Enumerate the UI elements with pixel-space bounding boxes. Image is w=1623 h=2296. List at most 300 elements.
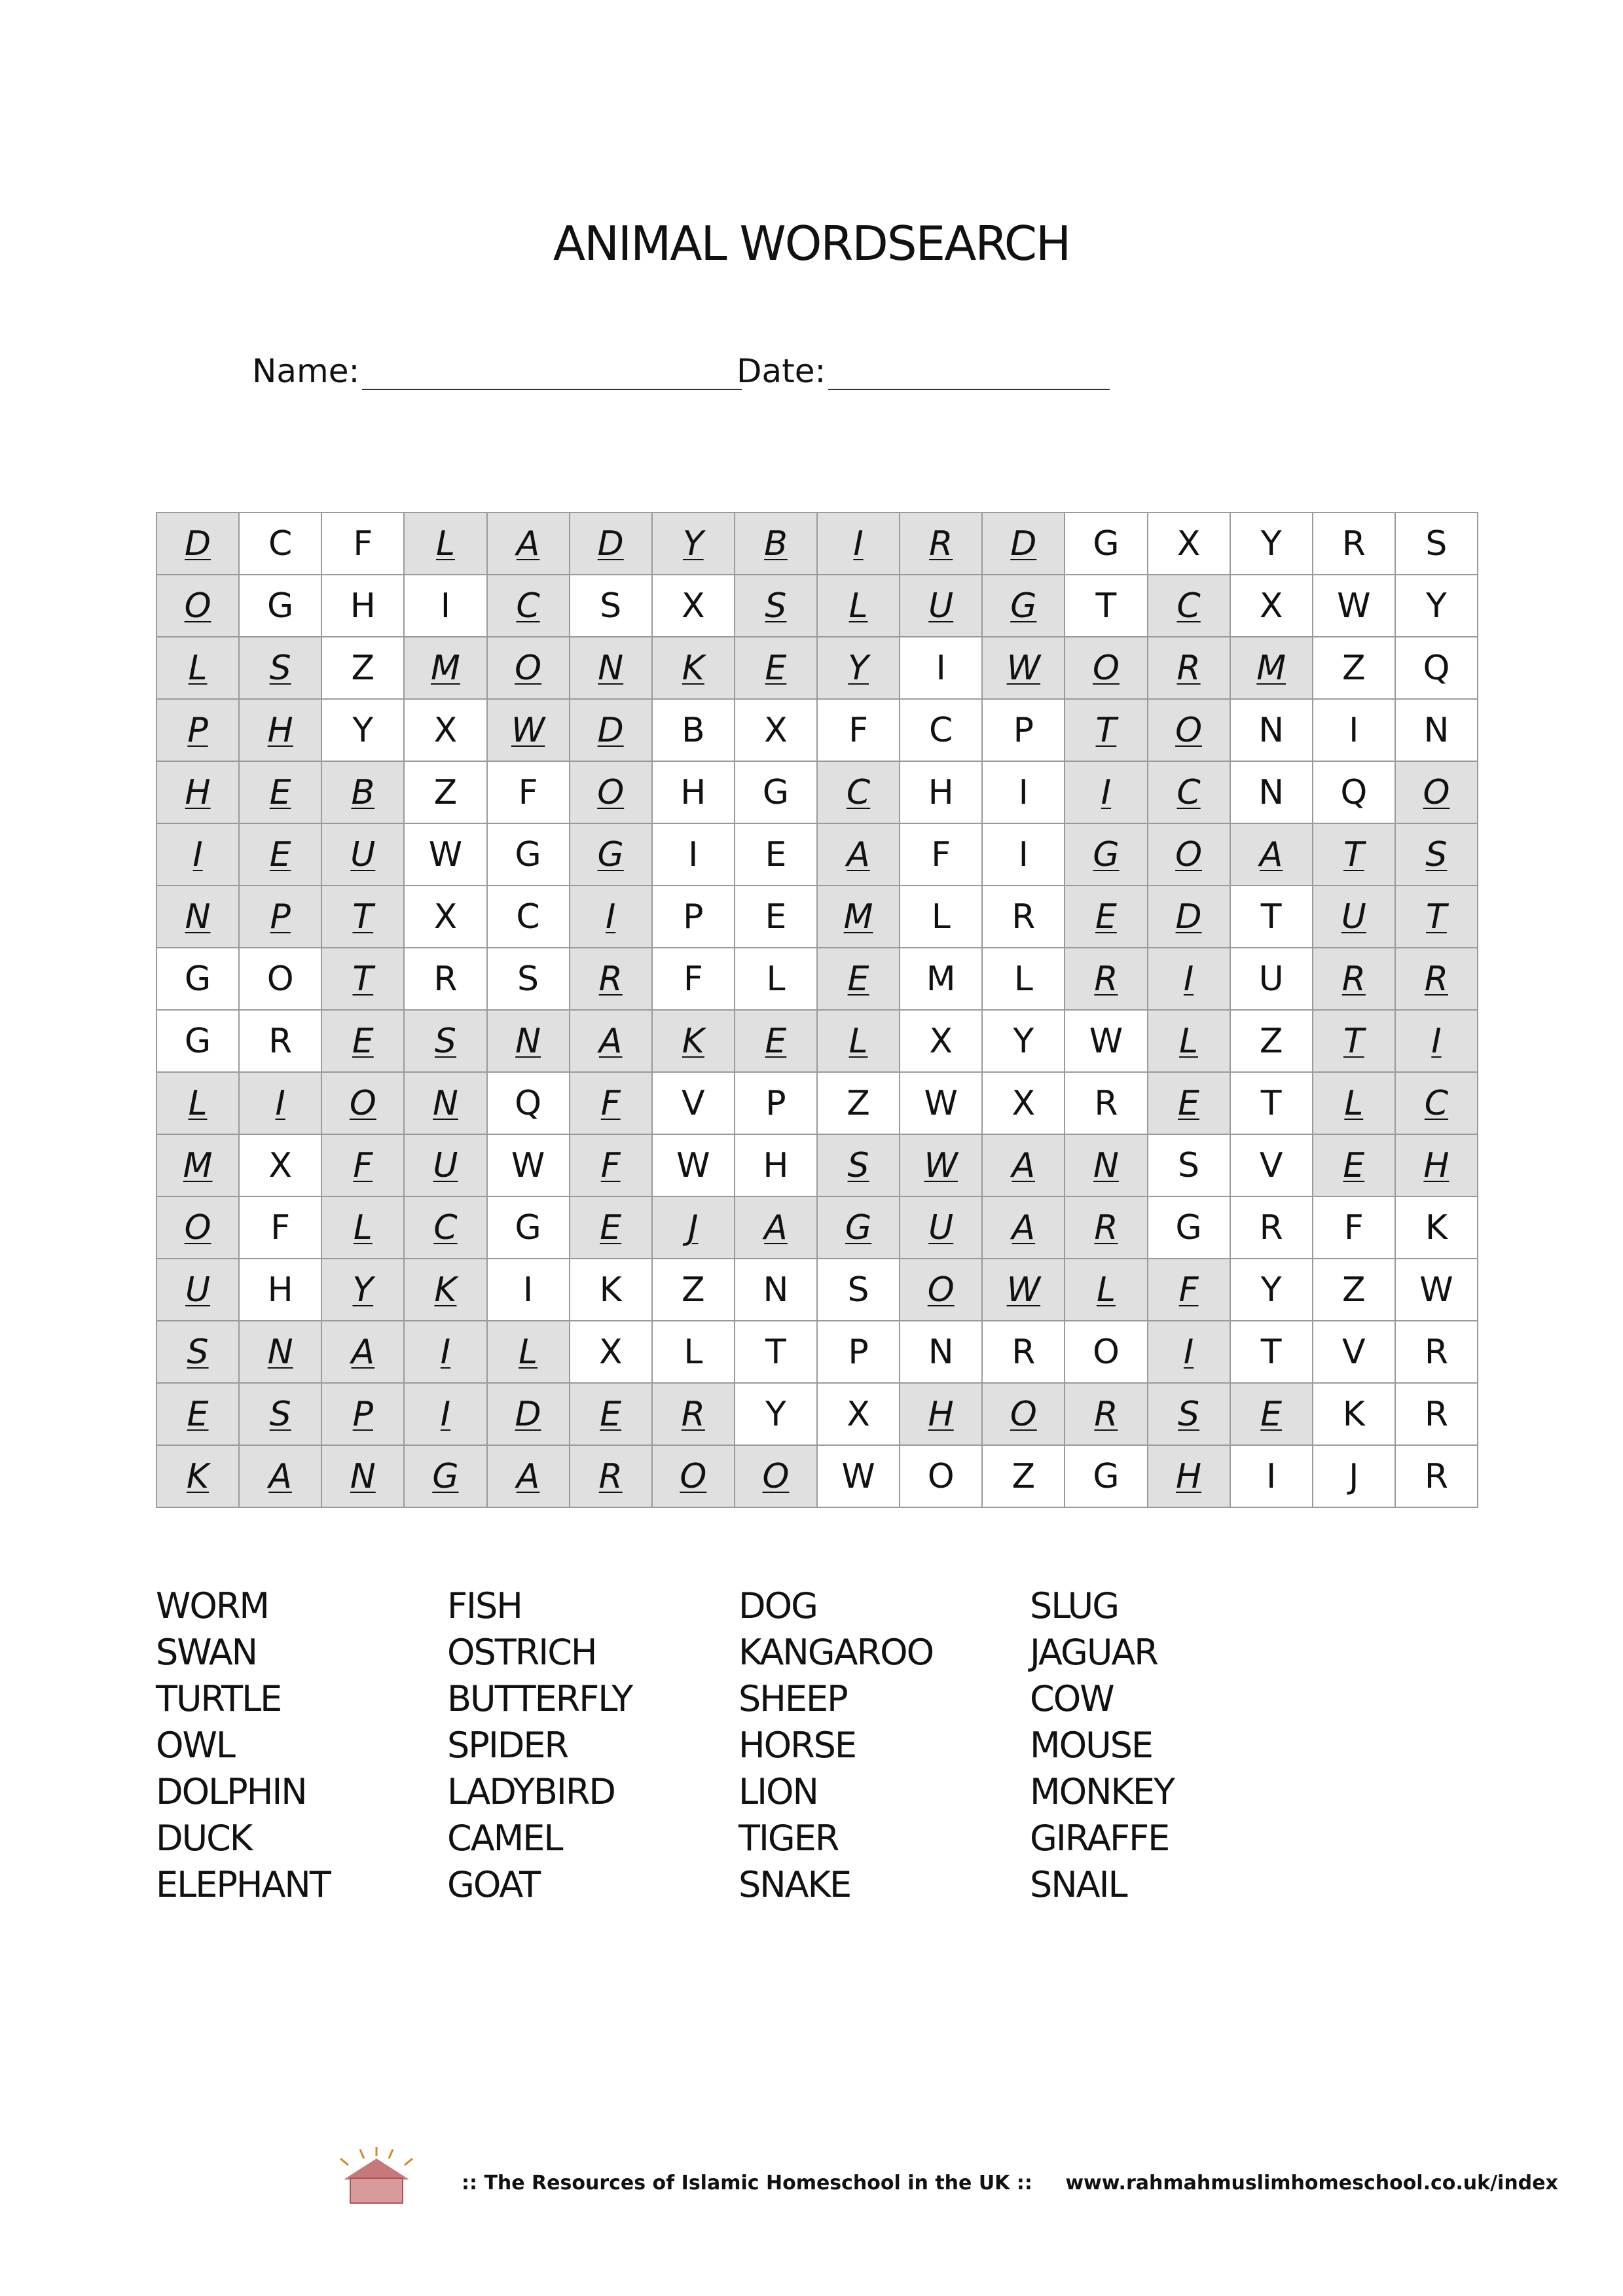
- grid-cell[interactable]: G: [1065, 823, 1147, 886]
- grid-cell[interactable]: Z: [404, 761, 486, 823]
- grid-cell[interactable]: I: [1395, 1010, 1478, 1072]
- grid-cell[interactable]: P: [817, 1321, 900, 1383]
- grid-cell[interactable]: H: [1148, 1445, 1230, 1507]
- grid-cell[interactable]: X: [570, 1321, 652, 1383]
- grid-cell[interactable]: W: [900, 1134, 982, 1196]
- grid-cell[interactable]: R: [1065, 1196, 1147, 1259]
- grid-row: [156, 761, 1478, 823]
- grid-cell[interactable]: T: [1313, 1010, 1395, 1072]
- grid-cell[interactable]: S: [817, 1259, 900, 1321]
- grid-cell[interactable]: S: [404, 1010, 486, 1072]
- grid-cell[interactable]: W: [900, 1072, 982, 1134]
- grid-cell[interactable]: R: [570, 948, 652, 1010]
- grid-cell[interactable]: K: [1395, 1196, 1478, 1259]
- grid-cell[interactable]: V: [1230, 1134, 1313, 1196]
- grid-cell[interactable]: L: [1065, 1259, 1147, 1321]
- grid-cell[interactable]: O: [156, 1196, 239, 1259]
- grid-cell[interactable]: I: [404, 1321, 486, 1383]
- grid-cell[interactable]: P: [735, 1072, 817, 1134]
- grid-cell[interactable]: Q: [1313, 761, 1395, 823]
- name-label: Name:: [252, 352, 360, 390]
- grid-cell[interactable]: E: [1230, 1383, 1313, 1445]
- grid-cell[interactable]: O: [487, 637, 570, 699]
- grid-cell[interactable]: L: [735, 948, 817, 1010]
- grid-cell[interactable]: W: [1065, 1010, 1147, 1072]
- grid-cell[interactable]: N: [239, 1321, 321, 1383]
- page-title: ANIMAL WORDSEARCH: [553, 216, 1070, 271]
- grid-cell[interactable]: R: [1230, 1196, 1313, 1259]
- grid-row: [156, 575, 1478, 637]
- grid-cell[interactable]: F: [570, 1072, 652, 1134]
- grid-row: [156, 1196, 1478, 1259]
- grid-cell[interactable]: T: [1230, 886, 1313, 948]
- grid-cell[interactable]: T: [1065, 699, 1147, 761]
- grid-cell[interactable]: W: [487, 1134, 570, 1196]
- grid-cell[interactable]: W: [982, 637, 1065, 699]
- grid-cell[interactable]: C: [817, 761, 900, 823]
- grid-cell[interactable]: U: [900, 1196, 982, 1259]
- grid-cell[interactable]: G: [735, 761, 817, 823]
- grid-cell[interactable]: A: [982, 1134, 1065, 1196]
- grid-cell[interactable]: X: [404, 699, 486, 761]
- grid-cell[interactable]: Y: [1395, 575, 1478, 637]
- grid-cell[interactable]: Z: [321, 637, 404, 699]
- date-field[interactable]: [737, 352, 1110, 390]
- grid-cell[interactable]: W: [1313, 575, 1395, 637]
- grid-cell[interactable]: K: [156, 1445, 239, 1507]
- grid-cell[interactable]: W: [404, 823, 486, 886]
- word-item: SWAN: [156, 1632, 257, 1673]
- grid-cell[interactable]: A: [1230, 823, 1313, 886]
- grid-cell[interactable]: N: [1065, 1134, 1147, 1196]
- grid-cell[interactable]: O: [900, 1445, 982, 1507]
- grid-cell[interactable]: F: [321, 512, 404, 575]
- grid-cell[interactable]: R: [900, 512, 982, 575]
- grid-cell[interactable]: P: [321, 1383, 404, 1445]
- grid-row: [156, 823, 1478, 886]
- grid-cell[interactable]: S: [239, 1383, 321, 1445]
- grid-cell[interactable]: A: [570, 1010, 652, 1072]
- grid-cell[interactable]: N: [487, 1010, 570, 1072]
- grid-cell[interactable]: S: [570, 575, 652, 637]
- grid-cell[interactable]: Z: [652, 1259, 735, 1321]
- grid-cell[interactable]: P: [652, 886, 735, 948]
- grid-cell[interactable]: N: [1230, 761, 1313, 823]
- grid-cell[interactable]: X: [652, 575, 735, 637]
- grid-cell[interactable]: Z: [817, 1072, 900, 1134]
- grid-cell[interactable]: N: [570, 637, 652, 699]
- grid-cell[interactable]: U: [404, 1134, 486, 1196]
- grid-cell[interactable]: N: [404, 1072, 486, 1134]
- grid-cell[interactable]: Y: [321, 699, 404, 761]
- grid-cell[interactable]: E: [239, 761, 321, 823]
- word-item: HORSE: [739, 1725, 856, 1766]
- wordsearch-grid: [156, 512, 1478, 1508]
- grid-cell[interactable]: R: [1395, 1383, 1478, 1445]
- grid-cell[interactable]: G: [239, 575, 321, 637]
- grid-cell[interactable]: C: [1148, 575, 1230, 637]
- grid-cell[interactable]: A: [239, 1445, 321, 1507]
- grid-cell[interactable]: G: [487, 1196, 570, 1259]
- grid-cell[interactable]: O: [1065, 1321, 1147, 1383]
- grid-cell[interactable]: E: [1065, 886, 1147, 948]
- grid-cell[interactable]: S: [1395, 512, 1478, 575]
- grid-cell[interactable]: J: [652, 1196, 735, 1259]
- grid-cell[interactable]: I: [900, 637, 982, 699]
- grid-cell[interactable]: C: [404, 1196, 486, 1259]
- grid-cell[interactable]: G: [487, 823, 570, 886]
- grid-cell[interactable]: R: [1313, 948, 1395, 1010]
- grid-cell[interactable]: L: [404, 512, 486, 575]
- grid-cell[interactable]: C: [1395, 1072, 1478, 1134]
- word-item: LION: [739, 1771, 818, 1812]
- grid-cell[interactable]: G: [404, 1445, 486, 1507]
- grid-cell[interactable]: F: [1148, 1259, 1230, 1321]
- footer-url[interactable]: www.rahmahmuslimhomeschool.co.uk/index: [1065, 2172, 1558, 2195]
- grid-cell[interactable]: Y: [1230, 512, 1313, 575]
- grid-cell[interactable]: H: [239, 699, 321, 761]
- grid-cell[interactable]: D: [982, 512, 1065, 575]
- grid-cell[interactable]: S: [735, 575, 817, 637]
- word-item: TURTLE: [156, 1678, 282, 1719]
- grid-cell[interactable]: G: [817, 1196, 900, 1259]
- grid-cell[interactable]: F: [900, 823, 982, 886]
- grid-cell[interactable]: Z: [1313, 637, 1395, 699]
- grid-cell[interactable]: X: [1148, 512, 1230, 575]
- grid-cell[interactable]: H: [900, 761, 982, 823]
- grid-cell[interactable]: G: [156, 1010, 239, 1072]
- grid-cell[interactable]: I: [817, 512, 900, 575]
- grid-cell[interactable]: T: [735, 1321, 817, 1383]
- grid-cell[interactable]: F: [487, 761, 570, 823]
- grid-cell[interactable]: H: [239, 1259, 321, 1321]
- grid-cell[interactable]: O: [570, 761, 652, 823]
- grid-cell[interactable]: Q: [1395, 637, 1478, 699]
- grid-cell[interactable]: N: [735, 1259, 817, 1321]
- grid-cell[interactable]: F: [570, 1134, 652, 1196]
- grid-cell[interactable]: G: [156, 948, 239, 1010]
- grid-cell[interactable]: F: [321, 1134, 404, 1196]
- grid-cell[interactable]: L: [156, 1072, 239, 1134]
- grid-cell[interactable]: P: [239, 886, 321, 948]
- grid-cell[interactable]: A: [982, 1196, 1065, 1259]
- grid-cell[interactable]: R: [1313, 512, 1395, 575]
- grid-cell[interactable]: R: [982, 1321, 1065, 1383]
- grid-cell[interactable]: V: [1313, 1321, 1395, 1383]
- grid-cell[interactable]: F: [817, 699, 900, 761]
- grid-cell[interactable]: E: [239, 823, 321, 886]
- grid-cell[interactable]: M: [156, 1134, 239, 1196]
- grid-cell[interactable]: G: [1065, 512, 1147, 575]
- grid-cell[interactable]: N: [156, 886, 239, 948]
- grid-cell[interactable]: R: [239, 1010, 321, 1072]
- word-item: SNAKE: [739, 1864, 851, 1905]
- grid-cell[interactable]: W: [652, 1134, 735, 1196]
- word-item: LADYBIRD: [447, 1771, 615, 1812]
- word-column: [447, 1583, 739, 1908]
- grid-cell[interactable]: N: [900, 1321, 982, 1383]
- grid-cell[interactable]: O: [982, 1383, 1065, 1445]
- grid-cell[interactable]: Y: [321, 1259, 404, 1321]
- grid-cell[interactable]: D: [487, 1383, 570, 1445]
- grid-cell[interactable]: K: [652, 637, 735, 699]
- name-field[interactable]: [252, 352, 742, 390]
- grid-cell[interactable]: R: [570, 1445, 652, 1507]
- grid-cell[interactable]: I: [570, 886, 652, 948]
- grid-cell[interactable]: K: [570, 1259, 652, 1321]
- grid-row: [156, 1134, 1478, 1196]
- grid-cell[interactable]: H: [900, 1383, 982, 1445]
- grid-cell[interactable]: O: [1065, 637, 1147, 699]
- grid-cell[interactable]: E: [817, 948, 900, 1010]
- grid-cell[interactable]: K: [652, 1010, 735, 1072]
- grid-cell[interactable]: A: [487, 512, 570, 575]
- grid-cell[interactable]: G: [570, 823, 652, 886]
- grid-cell[interactable]: W: [487, 699, 570, 761]
- grid-cell[interactable]: E: [570, 1196, 652, 1259]
- grid-cell[interactable]: F: [652, 948, 735, 1010]
- grid-cell[interactable]: Y: [652, 512, 735, 575]
- grid-cell[interactable]: A: [817, 823, 900, 886]
- grid-cell[interactable]: A: [487, 1445, 570, 1507]
- grid-cell[interactable]: T: [321, 948, 404, 1010]
- grid-cell[interactable]: R: [1065, 1383, 1147, 1445]
- grid-cell[interactable]: I: [156, 823, 239, 886]
- word-item: SLUG: [1030, 1585, 1119, 1626]
- grid-cell[interactable]: G: [1148, 1196, 1230, 1259]
- grid-cell[interactable]: I: [1065, 761, 1147, 823]
- word-item: SNAIL: [1030, 1864, 1127, 1905]
- grid-cell[interactable]: N: [1230, 699, 1313, 761]
- grid-cell[interactable]: I: [1230, 1445, 1313, 1507]
- grid-cell[interactable]: O: [900, 1259, 982, 1321]
- grid-cell[interactable]: W: [1395, 1259, 1478, 1321]
- grid-cell[interactable]: O: [156, 575, 239, 637]
- grid-cell[interactable]: L: [817, 575, 900, 637]
- grid-cell[interactable]: B: [735, 512, 817, 575]
- word-item: GOAT: [447, 1864, 540, 1905]
- grid-cell[interactable]: X: [982, 1072, 1065, 1134]
- grid-cell[interactable]: Y: [1230, 1259, 1313, 1321]
- grid-cell[interactable]: I: [982, 823, 1065, 886]
- grid-cell[interactable]: R: [982, 886, 1065, 948]
- grid-cell[interactable]: I: [404, 1383, 486, 1445]
- grid-cell[interactable]: U: [156, 1259, 239, 1321]
- word-item: FISH: [447, 1585, 522, 1626]
- grid-cell[interactable]: E: [735, 637, 817, 699]
- word-item: KANGAROO: [739, 1632, 934, 1673]
- grid-cell[interactable]: T: [1065, 575, 1147, 637]
- grid-cell[interactable]: R: [1148, 637, 1230, 699]
- grid-cell[interactable]: W: [817, 1445, 900, 1507]
- grid-cell[interactable]: M: [404, 637, 486, 699]
- grid-cell[interactable]: G: [982, 575, 1065, 637]
- grid-cell[interactable]: U: [900, 575, 982, 637]
- grid-cell[interactable]: S: [1148, 1134, 1230, 1196]
- grid-cell[interactable]: Y: [817, 637, 900, 699]
- grid-cell[interactable]: P: [982, 699, 1065, 761]
- grid-cell[interactable]: Z: [982, 1445, 1065, 1507]
- grid-cell[interactable]: L: [817, 1010, 900, 1072]
- grid-cell[interactable]: H: [735, 1134, 817, 1196]
- grid-cell[interactable]: L: [487, 1321, 570, 1383]
- grid-cell[interactable]: O: [321, 1072, 404, 1134]
- grid-cell[interactable]: I: [1313, 699, 1395, 761]
- grid-cell[interactable]: S: [1395, 823, 1478, 886]
- grid-cell[interactable]: W: [982, 1259, 1065, 1321]
- grid-cell[interactable]: C: [239, 512, 321, 575]
- grid-row: [156, 1321, 1478, 1383]
- grid-cell[interactable]: T: [1395, 886, 1478, 948]
- grid-cell[interactable]: B: [321, 761, 404, 823]
- grid-cell[interactable]: G: [1065, 1445, 1147, 1507]
- date-input-line[interactable]: [828, 361, 1110, 390]
- grid-cell[interactable]: X: [900, 1010, 982, 1072]
- grid-cell[interactable]: K: [404, 1259, 486, 1321]
- grid-cell[interactable]: X: [404, 886, 486, 948]
- word-item: COW: [1030, 1678, 1114, 1719]
- grid-cell[interactable]: O: [652, 1445, 735, 1507]
- grid-cell[interactable]: D: [570, 699, 652, 761]
- grid-cell[interactable]: Y: [735, 1383, 817, 1445]
- grid-cell[interactable]: R: [1395, 1445, 1478, 1507]
- grid-cell[interactable]: L: [1313, 1072, 1395, 1134]
- grid-cell[interactable]: R: [1065, 1072, 1147, 1134]
- grid-cell[interactable]: O: [735, 1445, 817, 1507]
- word-item: ELEPHANT: [156, 1864, 330, 1905]
- grid-cell[interactable]: I: [1148, 1321, 1230, 1383]
- grid-cell[interactable]: D: [570, 512, 652, 575]
- grid-cell[interactable]: K: [1313, 1383, 1395, 1445]
- grid-cell[interactable]: V: [652, 1072, 735, 1134]
- grid-cell[interactable]: B: [652, 699, 735, 761]
- grid-cell[interactable]: Y: [982, 1010, 1065, 1072]
- grid-cell[interactable]: D: [1148, 886, 1230, 948]
- grid-cell[interactable]: U: [321, 823, 404, 886]
- word-item: GIRAFFE: [1030, 1818, 1169, 1859]
- word-item: DOLPHIN: [156, 1771, 306, 1812]
- grid-cell[interactable]: L: [156, 637, 239, 699]
- word-item: BUTTERFLY: [447, 1678, 632, 1719]
- grid-cell[interactable]: D: [156, 512, 239, 575]
- grid-cell[interactable]: O: [1148, 699, 1230, 761]
- word-item: OSTRICH: [447, 1632, 596, 1673]
- grid-cell[interactable]: X: [1230, 575, 1313, 637]
- grid-cell[interactable]: H: [652, 761, 735, 823]
- grid-cell[interactable]: H: [321, 575, 404, 637]
- grid-cell[interactable]: R: [652, 1383, 735, 1445]
- grid-cell[interactable]: P: [156, 699, 239, 761]
- grid-cell[interactable]: S: [817, 1134, 900, 1196]
- grid-cell[interactable]: F: [239, 1196, 321, 1259]
- grid-cell[interactable]: A: [321, 1321, 404, 1383]
- grid-cell[interactable]: M: [817, 886, 900, 948]
- grid-cell[interactable]: T: [1313, 823, 1395, 886]
- grid-cell[interactable]: E: [1313, 1134, 1395, 1196]
- grid-cell[interactable]: S: [1148, 1383, 1230, 1445]
- grid-cell[interactable]: R: [1065, 948, 1147, 1010]
- grid-row: [156, 1383, 1478, 1445]
- grid-cell[interactable]: Z: [1313, 1259, 1395, 1321]
- grid-cell[interactable]: H: [1395, 1134, 1478, 1196]
- grid-cell[interactable]: L: [321, 1196, 404, 1259]
- house-logo-icon: [334, 2147, 419, 2206]
- grid-cell[interactable]: Q: [487, 1072, 570, 1134]
- grid-cell[interactable]: E: [1148, 1072, 1230, 1134]
- date-label: Date:: [737, 352, 826, 390]
- grid-cell[interactable]: M: [900, 948, 982, 1010]
- grid-cell[interactable]: E: [321, 1010, 404, 1072]
- grid-row: [156, 886, 1478, 948]
- grid-cell[interactable]: E: [570, 1383, 652, 1445]
- grid-cell[interactable]: S: [239, 637, 321, 699]
- grid-cell[interactable]: F: [1313, 1196, 1395, 1259]
- grid-cell[interactable]: E: [735, 1010, 817, 1072]
- grid-cell[interactable]: A: [735, 1196, 817, 1259]
- grid-cell[interactable]: R: [1395, 1321, 1478, 1383]
- grid-cell[interactable]: R: [1395, 948, 1478, 1010]
- grid-cell[interactable]: S: [156, 1321, 239, 1383]
- word-item: SPIDER: [447, 1725, 568, 1766]
- grid-cell[interactable]: J: [1313, 1445, 1395, 1507]
- name-input-line[interactable]: [362, 361, 742, 390]
- grid-cell[interactable]: T: [321, 886, 404, 948]
- grid-cell[interactable]: X: [735, 699, 817, 761]
- grid-cell[interactable]: E: [735, 886, 817, 948]
- grid-cell[interactable]: Z: [1230, 1010, 1313, 1072]
- grid-cell[interactable]: I: [982, 761, 1065, 823]
- grid-cell[interactable]: I: [1148, 948, 1230, 1010]
- grid-cell[interactable]: H: [156, 761, 239, 823]
- grid-cell[interactable]: O: [239, 948, 321, 1010]
- word-item: JAGUAR: [1030, 1632, 1158, 1673]
- grid-cell[interactable]: E: [156, 1383, 239, 1445]
- grid-cell[interactable]: X: [239, 1134, 321, 1196]
- grid-row: [156, 1259, 1478, 1321]
- grid-cell[interactable]: U: [1230, 948, 1313, 1010]
- word-item: DOG: [739, 1585, 817, 1626]
- grid-cell[interactable]: C: [1148, 761, 1230, 823]
- grid-cell[interactable]: L: [652, 1321, 735, 1383]
- grid-cell[interactable]: L: [982, 948, 1065, 1010]
- grid-cell[interactable]: T: [1230, 1072, 1313, 1134]
- grid-cell[interactable]: N: [321, 1445, 404, 1507]
- grid-cell[interactable]: O: [1148, 823, 1230, 886]
- grid-cell[interactable]: L: [1148, 1010, 1230, 1072]
- grid-cell[interactable]: I: [404, 575, 486, 637]
- word-list: [156, 1583, 1321, 1908]
- grid-cell[interactable]: T: [1230, 1321, 1313, 1383]
- footer: [462, 2172, 1558, 2195]
- grid-cell[interactable]: O: [1395, 761, 1478, 823]
- grid-cell[interactable]: N: [1395, 699, 1478, 761]
- grid-cell[interactable]: X: [817, 1383, 900, 1445]
- word-column: [1030, 1583, 1321, 1908]
- grid-cell[interactable]: M: [1230, 637, 1313, 699]
- grid-cell[interactable]: R: [404, 948, 486, 1010]
- grid-cell[interactable]: C: [487, 575, 570, 637]
- grid-cell[interactable]: I: [652, 823, 735, 886]
- grid-cell[interactable]: I: [239, 1072, 321, 1134]
- grid-cell[interactable]: U: [1313, 886, 1395, 948]
- grid-cell[interactable]: C: [900, 699, 982, 761]
- grid-cell[interactable]: E: [735, 823, 817, 886]
- grid-cell[interactable]: S: [487, 948, 570, 1010]
- grid-cell[interactable]: L: [900, 886, 982, 948]
- grid-cell[interactable]: I: [487, 1259, 570, 1321]
- word-item: DUCK: [156, 1818, 252, 1859]
- grid-cell[interactable]: C: [487, 886, 570, 948]
